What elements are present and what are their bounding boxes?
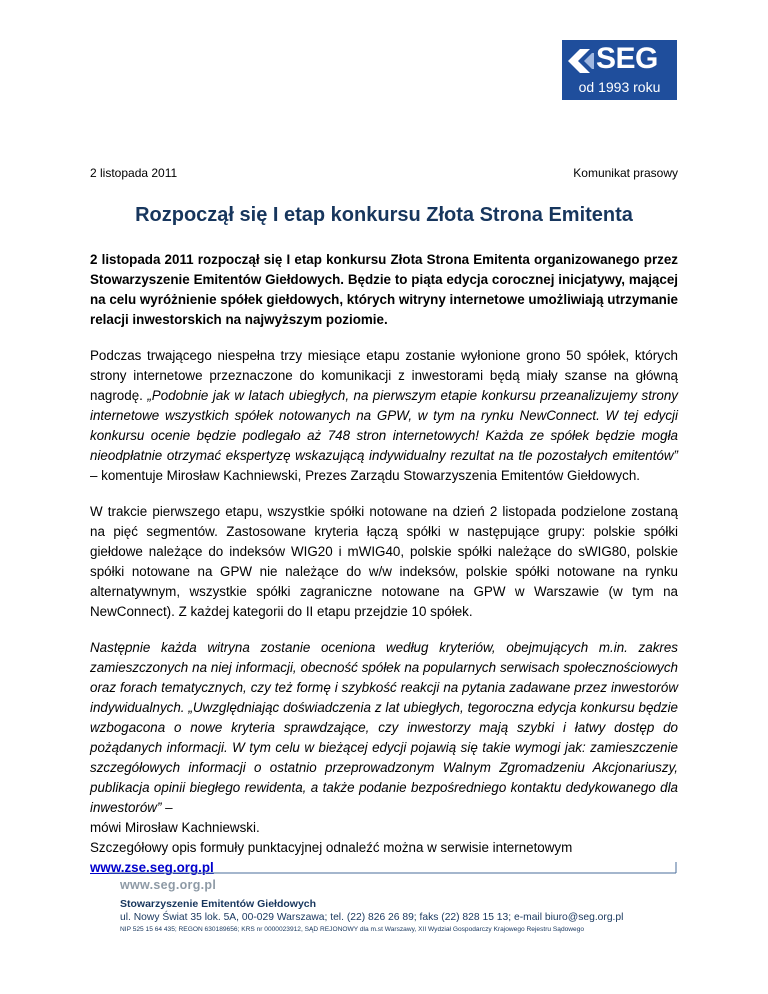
paragraph-5-text: Szczegółowy opis formuły punktacyjnej odnaleźć można w serwisie internetowym [90, 840, 573, 855]
logo-tagline: od 1993 roku [578, 79, 661, 95]
logo-name: SEG [596, 42, 658, 75]
footer-registry: NIP 525 15 64 435; REGON 630189656; KRS nr 0000023912, SĄD REJONOWY dla m.st Warszawy, XII Wydział Gospodarczy Krajowego Rejestru Sądowego [120, 926, 585, 933]
seg-logo [562, 40, 677, 100]
footer-organization: Stowarzyszenie Emitentów Giełdowych [120, 898, 317, 910]
footer-url: www.seg.org.pl [120, 878, 217, 892]
lead-paragraph: 2 listopada 2011 rozpoczął się I etap konkursu Złota Strona Emitenta organizowanego przez Stowarzyszenie Emitentów Giełdowych. Będzie to piąta edycja corocznej inicjatywy, mającej na celu wyróżnienie spółek giełdowych, których witryny internetowe umożliwiają utrzymanie relacji inwestorskich na najwyższym poziomie. [90, 252, 678, 327]
paragraph-4-attribution: mówi Mirosław Kachniewski. [90, 820, 260, 835]
footer-address: ul. Nowy Świat 35 lok. 5A, 00-029 Warszawa; tel. (22) 826 26 89; faks (22) 828 15 13; e-mail biuro@seg.org.pl [120, 912, 624, 923]
seg-chevron-icon [568, 49, 594, 73]
paragraph-2 [90, 346, 678, 486]
paragraph-2-quote: „Podobnie jak w latach ubiegłych, na pierwszym etapie konkursu przeanalizujemy strony internetowe wszystkich spółek notowanych na GPW, w tym na rynku NewConnect. W tej edycji konkursu ocenie będzie podlegało aż 748 stron internetowych! Każda ze spółek będzie mogła nieodpłatnie otrzymać ekspertyzę wskazującą indywidualny rezultat na tle pozostałych emitentów” [90, 388, 678, 463]
article-body [90, 250, 678, 894]
release-date: 2 listopada 2011 [90, 166, 178, 180]
footer-divider [108, 862, 678, 874]
paragraph-4 [90, 638, 678, 838]
paragraph-3: W trakcie pierwszego etapu, wszystkie spółki notowane na dzień 2 listopada podzielone zostaną na pięć segmentów. Zastosowane kryteria łączą spółki w następujące grupy: polskie spółki giełdowe należące do indeksów WIG20 i mWIG40, polskie spółki należące do sWIG80, polskie spółki notowane na GPW nie należące do w/w indeksów, polskie spółki notowane na rynku alternatywnym, wszystkie spółki zagraniczne notowane na GPW w Warszawie (w tym na NewConnect). Z każdej kategorii do II etapu przejdzie 10 spółek. [90, 504, 678, 619]
document-type: Komunikat prasowy [573, 166, 678, 180]
paragraph-2-intro: Podczas trwającego niespełna trzy miesiące etapu zostanie wyłonione grono 50 spółek, których strony internetowe przeznaczone do komunikacji z inwestorami będą miały szanse na główną nagrodę. [90, 348, 678, 403]
paragraph-4-quote: Następnie każda witryna zostanie oceniona według kryteriów, obejmujących m.in. zakres zamieszczonych na niej informacji, obecność spółek na popularnych serwisach społecznościowych oraz forach tematycznych, czy też formę i szybkość reakcji na pytania zadawane przez inwestorów indywidualnych. „Uwzględniając doświadczenia z lat ubiegłych, tegoroczna edycja konkursu będzie wzbogacona o nowe kryteria sprawdzające, czy inwestorzy mają szybki i łatwy dostęp do pożądanych informacji. W tym celu w bieżącej edycji pojawią się takie wymogi jak: zamieszczenie szczegółowych informacji o ostatnio przeprowadzonym Walnym Zgromadzeniu Akcjonariuszy, publikacja opinii biegłego rewidenta, a także podanie bezpośredniego kontaktu dedykowanego dla inwestorów” – [90, 640, 678, 815]
page-title: Rozpoczął się I etap konkursu Złota Strona Emitenta [135, 204, 633, 226]
zse-website-link[interactable]: www.zse.seg.org.pl [90, 860, 214, 875]
paragraph-2-attribution: – komentuje Mirosław Kachniewski, Prezes Zarządu Stowarzyszenia Emitentów Giełdowych. [90, 468, 640, 483]
